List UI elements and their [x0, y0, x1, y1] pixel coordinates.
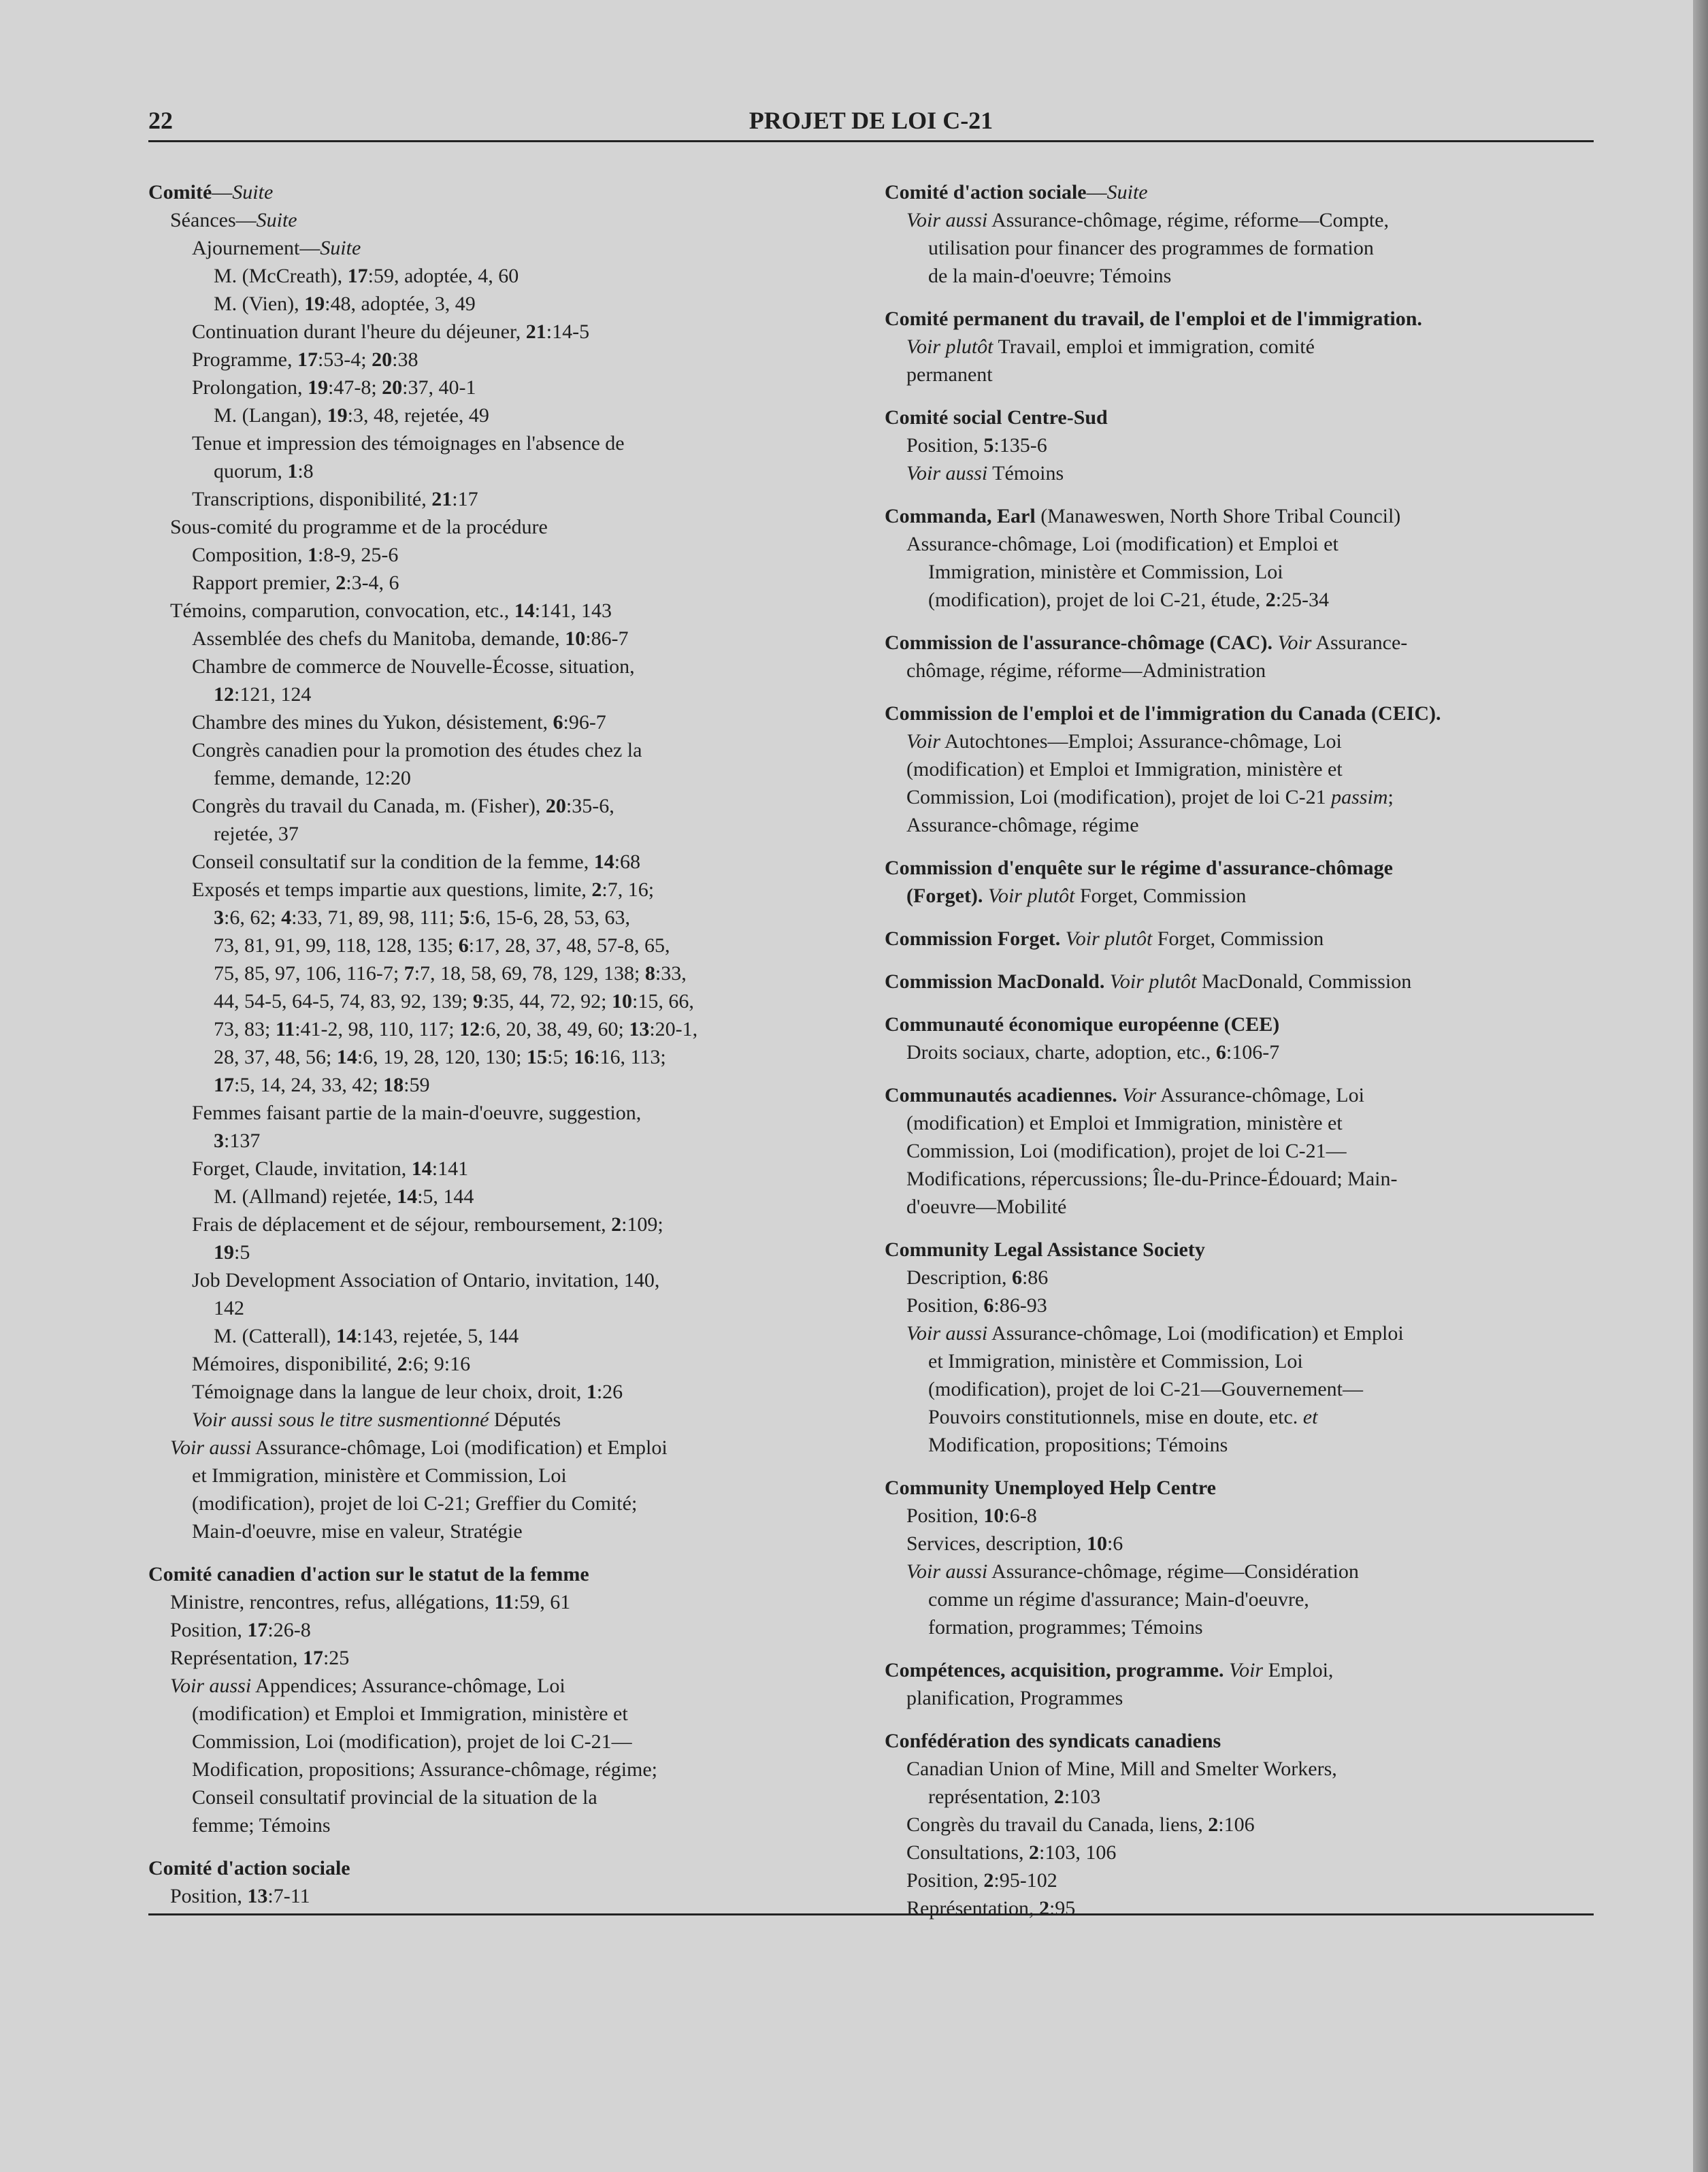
index-subentry: Ministre, rencontres, refus, allégations, 11:59, 61: [170, 1591, 571, 1613]
index-subentry-continued: d'oeuvre—Mobilité: [906, 1196, 1067, 1218]
index-subentry-continued: Commission, Loi (modification), projet de loi C-21 passim;: [906, 786, 1394, 808]
index-subentry: M. (McCreath), 17:59, adoptée, 4, 60: [214, 265, 519, 287]
index-subentry-continued: rejetée, 37: [214, 823, 299, 845]
index-subentry: Congrès canadien pour la promotion des études chez la: [192, 739, 642, 761]
index-entry-heading: Commission MacDonald. Voir plutôt MacDonald, Commission: [885, 970, 1412, 993]
index-cross-reference: Voir aussi Témoins: [906, 462, 1064, 484]
index-cross-reference: Voir aussi Assurance-chômage, régime, réforme—Compte,: [906, 209, 1389, 231]
index-subentry-continued: 142: [214, 1297, 244, 1319]
footer-rule: [148, 1913, 1594, 1915]
index-subentry: Position, 5:135-6: [906, 434, 1047, 457]
index-subentry: Témoins, comparution, convocation, etc., 14:141, 143: [170, 599, 612, 622]
index-subentry: Transcriptions, disponibilité, 21:17: [192, 488, 478, 510]
index-subentry-continued: (modification), projet de loi C-21; Greffier du Comité;: [192, 1492, 638, 1515]
index-subentry-continued: Main-d'oeuvre, mise en valeur, Stratégie: [192, 1520, 523, 1543]
index-subentry-continued: et Immigration, ministère et Commission, Loi: [928, 1350, 1303, 1372]
index-subentry-continued: (modification) et Emploi et Immigration, ministère et: [906, 1112, 1343, 1134]
index-entry-heading: Communauté économique européenne (CEE): [885, 1013, 1280, 1036]
index-cross-reference: Voir Autochtones—Emploi; Assurance-chômage, Loi: [906, 730, 1342, 753]
index-subentry-continued: Modification, propositions; Assurance-chômage, régime;: [192, 1758, 658, 1781]
index-cross-reference: Voir aussi sous le titre susmentionné Députés: [192, 1409, 561, 1431]
index-subentry-continued: (modification), projet de loi C-21—Gouvernement—: [928, 1378, 1364, 1400]
index-subentry-continued: 3:137: [214, 1130, 261, 1152]
index-entry-heading: Community Legal Assistance Society: [885, 1238, 1205, 1261]
index-subentry-continued: Immigration, ministère et Commission, Loi: [928, 561, 1283, 583]
index-subentry-continued: 12:121, 124: [214, 683, 312, 706]
index-subentry: Position, 13:7-11: [170, 1885, 310, 1907]
index-subentry: Assurance-chômage, Loi (modification) et Emploi et: [906, 533, 1339, 555]
index-subentry-continued: Commission, Loi (modification), projet de loi C-21—: [192, 1730, 632, 1753]
index-subentry: Position, 2:95-102: [906, 1869, 1057, 1892]
index-subentry-continued: chômage, régime, réforme—Administration: [906, 659, 1266, 682]
index-entry-heading: Commanda, Earl (Manaweswen, North Shore Tribal Council): [885, 505, 1401, 527]
index-entry-heading: Comité social Centre-Sud: [885, 406, 1108, 429]
index-subentry-continued: 75, 85, 97, 106, 116-7; 7:7, 18, 58, 69, 78, 129, 138; 8:33,: [214, 962, 687, 985]
index-subentry-continued: femme; Témoins: [192, 1814, 331, 1837]
index-subentry: Frais de déplacement et de séjour, remboursement, 2:109;: [192, 1213, 663, 1236]
index-entry-heading: Comité permanent du travail, de l'emploi et de l'immigration.: [885, 308, 1422, 330]
index-entry-heading: Compétences, acquisition, programme. Voir Emploi,: [885, 1659, 1334, 1681]
index-subentry-continued: 44, 54-5, 64-5, 74, 83, 92, 139; 9:35, 44, 72, 92; 10:15, 66,: [214, 990, 694, 1013]
index-subentry: Position, 6:86-93: [906, 1294, 1047, 1317]
index-subentry: Assemblée des chefs du Manitoba, demande, 10:86-7: [192, 627, 629, 650]
index-subentry: M. (Catterall), 14:143, rejetée, 5, 144: [214, 1325, 519, 1347]
index-subentry: Droits sociaux, charte, adoption, etc., 6:106-7: [906, 1041, 1280, 1064]
index-entry-heading: Community Unemployed Help Centre: [885, 1477, 1216, 1499]
index-subentry: M. (Langan), 19:3, 48, rejetée, 49: [214, 404, 489, 427]
index-subentry: Continuation durant l'heure du déjeuner, 21:14-5: [192, 320, 590, 343]
index-cross-reference: Voir aussi Assurance-chômage, Loi (modification) et Emploi: [906, 1322, 1404, 1345]
index-subentry: Services, description, 10:6: [906, 1532, 1123, 1555]
index-subentry-continued: Modification, propositions; Témoins: [928, 1434, 1228, 1456]
index-subentry-continued: Assurance-chômage, régime: [906, 814, 1139, 836]
index-subentry: Tenue et impression des témoignages en l'absence de: [192, 432, 625, 455]
index-subentry: Canadian Union of Mine, Mill and Smelter Workers,: [906, 1758, 1337, 1780]
index-subentry-continued: 19:5: [214, 1241, 250, 1264]
index-cross-reference: Voir aussi Appendices; Assurance-chômage, Loi: [170, 1675, 565, 1697]
index-subentry: Rapport premier, 2:3-4, 6: [192, 572, 399, 594]
index-subentry: Mémoires, disponibilité, 2:6; 9:16: [192, 1353, 471, 1375]
index-subentry: Représentation, 2:95: [906, 1897, 1076, 1920]
index-entry-heading: Commission de l'assurance-chômage (CAC). Voir Assurance-: [885, 631, 1408, 654]
index-subentry-continued: permanent: [906, 363, 993, 386]
index-entry-heading: Commission Forget. Voir plutôt Forget, Commission: [885, 927, 1324, 950]
index-cross-reference: Voir plutôt Travail, emploi et immigration, comité: [906, 335, 1315, 358]
index-subentry: Description, 6:86: [906, 1266, 1049, 1289]
index-subentry: Chambre des mines du Yukon, désistement, 6:96-7: [192, 711, 606, 734]
index-subentry-continued: 3:6, 62; 4:33, 71, 89, 98, 111; 5:6, 15-6, 28, 53, 63,: [214, 906, 630, 929]
index-subentry: M. (Vien), 19:48, adoptée, 3, 49: [214, 293, 476, 315]
index-subentry-continued: (modification) et Emploi et Immigration, ministère et: [906, 758, 1343, 780]
index-subentry-continued: quorum, 1:8: [214, 460, 314, 482]
right-column: [885, 178, 1599, 1922]
page-title: PROJET DE LOI C-21: [749, 107, 993, 134]
index-cross-reference: Voir aussi Assurance-chômage, régime—Considération: [906, 1560, 1359, 1583]
index-subentry: Séances—Suite: [170, 209, 297, 231]
index-subentry-continued: 73, 81, 91, 99, 118, 128, 135; 6:17, 28, 37, 48, 57-8, 65,: [214, 934, 670, 957]
index-subentry: Sous-comité du programme et de la procédure: [170, 516, 548, 538]
index-subentry: Programme, 17:53-4; 20:38: [192, 348, 418, 371]
index-subentry-continued: utilisation pour financer des programmes de formation: [928, 237, 1374, 259]
index-subentry: Représentation, 17:25: [170, 1647, 350, 1669]
index-entry-heading: Comité—Suite: [148, 181, 274, 203]
index-subentry: Consultations, 2:103, 106: [906, 1841, 1117, 1864]
index-subentry-continued: planification, Programmes: [906, 1687, 1123, 1709]
index-subentry: M. (Allmand) rejetée, 14:5, 144: [214, 1185, 474, 1208]
index-subentry: Conseil consultatif sur la condition de la femme, 14:68: [192, 851, 641, 873]
index-entry-heading: Comité d'action sociale—Suite: [885, 181, 1148, 203]
index-subentry-continued: formation, programmes; Témoins: [928, 1616, 1203, 1639]
page-edge-shadow: [1693, 0, 1708, 2172]
page-header: [148, 106, 1594, 142]
index-subentry-continued: représentation, 2:103: [928, 1786, 1101, 1808]
page-number: 22: [148, 107, 173, 134]
index-entry-heading: Comité canadien d'action sur le statut de la femme: [148, 1563, 589, 1585]
index-subentry: Chambre de commerce de Nouvelle-Écosse, situation,: [192, 655, 635, 678]
index-subentry: Femmes faisant partie de la main-d'oeuvre, suggestion,: [192, 1102, 642, 1124]
index-entry-heading: Commission d'enquête sur le régime d'assurance-chômage: [885, 857, 1393, 879]
index-subentry: Position, 17:26-8: [170, 1619, 311, 1641]
index-subentry-continued: (modification), projet de loi C-21, étude, 2:25-34: [928, 589, 1330, 611]
index-subentry: Ajournement—Suite: [192, 237, 361, 259]
index-subentry: Job Development Association of Ontario, invitation, 140,: [192, 1269, 660, 1291]
index-subentry: Congrès du travail du Canada, liens, 2:106: [906, 1813, 1255, 1836]
index-subentry-continued: Conseil consultatif provincial de la situation de la: [192, 1786, 597, 1809]
index-cross-reference: Voir aussi Assurance-chômage, Loi (modification) et Emploi: [170, 1436, 668, 1459]
index-subentry-continued: (Forget). Voir plutôt Forget, Commission: [906, 885, 1247, 907]
index-subentry-continued: de la main-d'oeuvre; Témoins: [928, 265, 1172, 287]
index-subentry: Position, 10:6-8: [906, 1504, 1037, 1527]
left-column: [148, 178, 836, 1910]
index-entry-heading: Confédération des syndicats canadiens: [885, 1730, 1221, 1752]
index-subentry: Congrès du travail du Canada, m. (Fisher), 20:35-6,: [192, 795, 614, 817]
index-subentry-continued: 17:5, 14, 24, 33, 42; 18:59: [214, 1074, 430, 1096]
index-subentry-continued: femme, demande, 12:20: [214, 767, 411, 789]
index-subentry-continued: Modifications, répercussions; Île-du-Prince-Édouard; Main-: [906, 1168, 1398, 1190]
index-subentry: Témoignage dans la langue de leur choix, droit, 1:26: [192, 1381, 623, 1403]
index-subentry-continued: 73, 83; 11:41-2, 98, 110, 117; 12:6, 20, 38, 49, 60; 13:20-1,: [214, 1018, 698, 1040]
index-subentry-continued: Pouvoirs constitutionnels, mise en doute, etc. et: [928, 1406, 1318, 1428]
index-subentry-continued: et Immigration, ministère et Commission, Loi: [192, 1464, 567, 1487]
index-subentry-continued: 28, 37, 48, 56; 14:6, 19, 28, 120, 130; 15:5; 16:16, 113;: [214, 1046, 666, 1068]
index-subentry: Forget, Claude, invitation, 14:141: [192, 1157, 469, 1180]
index-subentry: Prolongation, 19:47-8; 20:37, 40-1: [192, 376, 476, 399]
index-entry-heading: Commission de l'emploi et de l'immigration du Canada (CEIC).: [885, 702, 1441, 725]
index-entry-heading: Communautés acadiennes. Voir Assurance-chômage, Loi: [885, 1084, 1364, 1106]
index-subentry: Exposés et temps impartie aux questions, limite, 2:7, 16;: [192, 878, 655, 901]
index-subentry: Composition, 1:8-9, 25-6: [192, 544, 399, 566]
index-entry-heading: Comité d'action sociale: [148, 1857, 350, 1879]
index-subentry-continued: comme un régime d'assurance; Main-d'oeuvre,: [928, 1588, 1309, 1611]
index-subentry-continued: Commission, Loi (modification), projet de loi C-21—: [906, 1140, 1347, 1162]
index-subentry-continued: (modification) et Emploi et Immigration, ministère et: [192, 1702, 628, 1725]
